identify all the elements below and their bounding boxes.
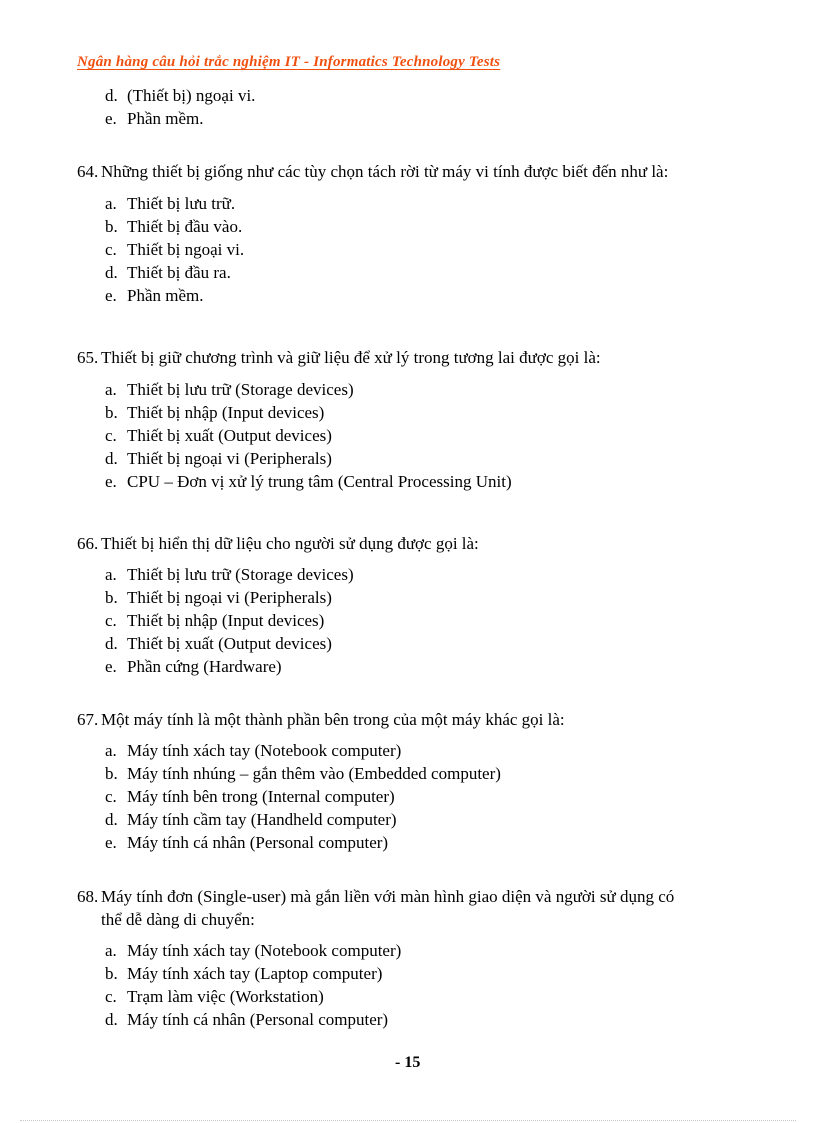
option-item: [105, 1008, 401, 1031]
option-text: Thiết bị lưu trữ (Storage devices): [127, 565, 354, 584]
option-text: Máy tính nhúng – gắn thêm vào (Embedded computer): [127, 764, 501, 783]
question-number: 65.: [77, 348, 99, 367]
option-letter: d.: [105, 449, 118, 468]
option-letter: e.: [105, 657, 117, 676]
option-item: [105, 261, 244, 284]
option-item: [105, 586, 354, 609]
option-letter: a.: [105, 941, 117, 960]
option-text: Thiết bị đầu vào.: [127, 217, 243, 236]
option-text: Phần mềm.: [127, 286, 204, 305]
option-letter: a.: [105, 741, 117, 760]
option-item: [105, 762, 501, 785]
question-number: 67.: [77, 710, 99, 729]
option-text: Máy tính xách tay (Notebook computer): [127, 741, 402, 760]
option-item: [105, 563, 354, 586]
option-letter: b.: [105, 403, 118, 422]
option-item: [105, 401, 512, 424]
option-item: [105, 378, 512, 401]
option-letter: b.: [105, 764, 118, 783]
option-text: Máy tính bên trong (Internal computer): [127, 787, 395, 806]
option-letter: d.: [105, 1010, 118, 1029]
footer-divider: [20, 1120, 796, 1121]
option-text: Thiết bị nhập (Input devices): [127, 611, 325, 630]
option-item: [105, 831, 501, 854]
question-66: [77, 532, 747, 555]
option-item: [105, 609, 354, 632]
option-text: Thiết bị ngoại vi (Peripherals): [127, 588, 332, 607]
question-64: [77, 160, 747, 183]
option-text: Máy tính xách tay (Laptop computer): [127, 964, 383, 983]
option-letter: c.: [105, 426, 117, 445]
option-text: Máy tính cá nhân (Personal computer): [127, 1010, 389, 1029]
option-text: Phần cứng (Hardware): [127, 657, 282, 676]
option-text: Thiết bị nhập (Input devices): [127, 403, 325, 422]
question-68: [77, 885, 747, 931]
option-text: Phần mềm.: [127, 109, 204, 128]
question-65-options: [105, 378, 512, 493]
question-text: Một máy tính là một thành phần bên trong của một máy khác gọi là:: [101, 710, 565, 729]
option-item: [105, 238, 244, 261]
option-item: [105, 739, 501, 762]
option-letter: e.: [105, 286, 117, 305]
option-text: Máy tính cầm tay (Handheld computer): [127, 810, 397, 829]
question-67: [77, 708, 747, 731]
question-text: Thiết bị hiển thị dữ liệu cho người sử dụng được gọi là:: [101, 534, 479, 553]
option-text: Máy tính cá nhân (Personal computer): [127, 833, 389, 852]
option-item: [105, 215, 244, 238]
page-header-title: Ngân hàng câu hỏi trắc nghiệm IT - Informatics Technology Tests: [77, 54, 501, 70]
option-item: [105, 655, 354, 678]
option-item: [105, 447, 512, 470]
question-number: 64.: [77, 162, 99, 181]
option-letter: c.: [105, 787, 117, 806]
question-text: Máy tính đơn (Single-user) mà gắn liền với màn hình giao diện và người sử dụng có: [101, 887, 675, 906]
option-item: [105, 107, 255, 130]
option-letter: c.: [105, 987, 117, 1006]
question-text-continued: thể dễ dàng di chuyển:: [101, 910, 255, 929]
option-letter: d.: [105, 810, 118, 829]
option-letter: b.: [105, 964, 118, 983]
question-number: 68.: [77, 887, 99, 906]
option-text: Máy tính xách tay (Notebook computer): [127, 941, 402, 960]
option-letter: e.: [105, 109, 117, 128]
option-item: [105, 424, 512, 447]
option-item: [105, 192, 244, 215]
option-item: [105, 284, 244, 307]
option-text: (Thiết bị) ngoại vi.: [127, 86, 256, 105]
option-letter: c.: [105, 240, 117, 259]
question-text: Thiết bị giữ chương trình và giữ liệu để xử lý trong tương lai được gọi là:: [101, 348, 601, 367]
option-item: [105, 632, 354, 655]
option-item: [105, 808, 501, 831]
option-letter: c.: [105, 611, 117, 630]
option-text: Trạm làm việc (Workstation): [127, 987, 324, 1006]
question-line-1: [77, 885, 747, 908]
question-text: Những thiết bị giống như các tùy chọn tách rời từ máy vi tính được biết đến như là:: [101, 162, 669, 181]
option-letter: d.: [105, 86, 118, 105]
option-item: [105, 470, 512, 493]
option-item: [105, 962, 401, 985]
option-text: Thiết bị lưu trữ (Storage devices): [127, 380, 354, 399]
option-letter: a.: [105, 380, 117, 399]
option-letter: e.: [105, 833, 117, 852]
option-text: Thiết bị xuất (Output devices): [127, 634, 332, 653]
page-number: - 15: [395, 1054, 421, 1071]
option-letter: d.: [105, 263, 118, 282]
option-text: Thiết bị ngoại vi (Peripherals): [127, 449, 332, 468]
option-letter: d.: [105, 634, 118, 653]
question-64-options: [105, 192, 244, 307]
option-text: CPU – Đơn vị xử lý trung tâm (Central Processing Unit): [127, 472, 512, 491]
option-item: [105, 84, 255, 107]
option-text: Thiết bị xuất (Output devices): [127, 426, 332, 445]
option-letter: b.: [105, 588, 118, 607]
option-letter: a.: [105, 194, 117, 213]
option-text: Thiết bị ngoại vi.: [127, 240, 245, 259]
option-text: Thiết bị đầu ra.: [127, 263, 231, 282]
option-item: [105, 985, 401, 1008]
carryover-options: [105, 84, 255, 130]
option-letter: a.: [105, 565, 117, 584]
option-item: [105, 939, 401, 962]
question-number: 66.: [77, 534, 99, 553]
question-66-options: [105, 563, 354, 678]
question-68-options: [105, 939, 401, 1031]
option-letter: b.: [105, 217, 118, 236]
option-text: Thiết bị lưu trữ.: [127, 194, 236, 213]
option-item: [105, 785, 501, 808]
question-67-options: [105, 739, 501, 854]
question-65: [77, 346, 747, 369]
option-letter: e.: [105, 472, 117, 491]
